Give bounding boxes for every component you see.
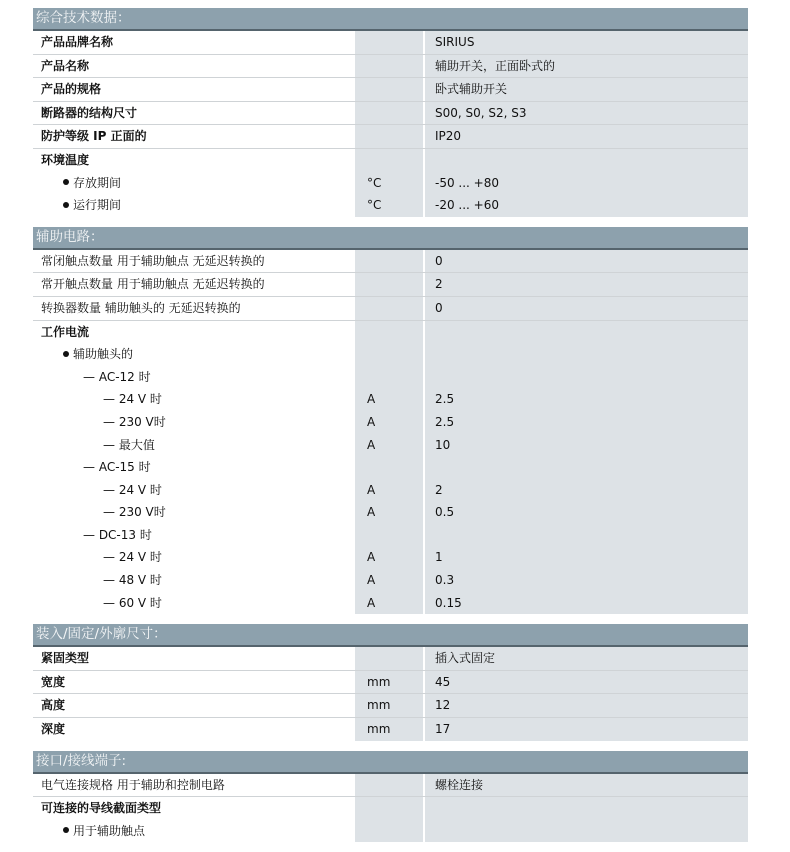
spec-label: — 24 V 时 (103, 392, 162, 407)
spec-value: -20 ... +60 (425, 194, 748, 217)
spec-unit (355, 797, 425, 820)
spec-label-cell (33, 434, 355, 457)
spec-label: 环境温度 (41, 152, 90, 167)
spec-value: IP20 (425, 125, 748, 148)
spec-label-cell (33, 456, 355, 479)
spec-row (33, 717, 748, 741)
spec-row (33, 148, 748, 172)
spec-value: 卧式辅助开关 (425, 78, 748, 101)
spec-section (33, 8, 748, 217)
spec-unit (355, 647, 425, 670)
spec-row (33, 124, 748, 148)
spec-row (33, 343, 748, 366)
spec-row (33, 366, 748, 389)
spec-label: 工作电流 (41, 324, 90, 339)
spec-unit: mm (355, 718, 425, 741)
spec-value (425, 456, 748, 479)
spec-value: 2 (425, 273, 748, 296)
spec-value: 0 (425, 297, 748, 320)
spec-value (425, 321, 748, 344)
spec-unit: A (355, 569, 425, 592)
spec-section (33, 624, 748, 740)
spec-section (33, 751, 748, 843)
spec-label: 防护等级 IP 正面的 (41, 129, 147, 144)
spec-label-cell (33, 102, 355, 125)
spec-row (33, 524, 748, 547)
spec-label: 可连接的导线截面类型 (41, 801, 162, 816)
spec-label-cell (33, 524, 355, 547)
spec-unit: A (355, 592, 425, 615)
spec-label: 宽度 (41, 674, 66, 689)
spec-sheet (33, 8, 748, 852)
spec-row (33, 101, 748, 125)
spec-unit: A (355, 434, 425, 457)
spec-unit (355, 31, 425, 54)
spec-unit (355, 149, 425, 172)
spec-label-cell (33, 411, 355, 434)
spec-label: — 最大值 (103, 437, 155, 452)
spec-label: 电气连接规格 用于辅助和控制电路 (41, 777, 225, 792)
spec-row (33, 54, 748, 78)
spec-value: 1 (425, 546, 748, 569)
spec-unit (355, 125, 425, 148)
spec-label: 紧固类型 (41, 651, 90, 666)
spec-label-cell (33, 718, 355, 741)
spec-unit: mm (355, 671, 425, 694)
spec-row (33, 434, 748, 457)
spec-label: — 230 V时 (103, 414, 166, 429)
spec-row (33, 194, 748, 217)
spec-row (33, 31, 748, 54)
spec-unit (355, 297, 425, 320)
spec-label: 常开触点数量 用于辅助触点 无延迟转换的 (41, 277, 265, 292)
spec-label-cell (33, 820, 355, 843)
spec-row (33, 796, 748, 820)
spec-label: 产品名称 (41, 58, 90, 73)
spec-unit (355, 250, 425, 273)
spec-label: 产品的规格 (41, 82, 102, 97)
spec-unit (355, 55, 425, 78)
spec-value: 45 (425, 671, 748, 694)
spec-unit (355, 456, 425, 479)
spec-unit (355, 273, 425, 296)
spec-value (425, 366, 748, 389)
spec-value: 辅助开关，正面卧式的 (425, 55, 748, 78)
spec-label: 高度 (41, 698, 66, 713)
spec-unit (355, 343, 425, 366)
spec-label: 运行期间 (73, 198, 122, 213)
spec-label: 产品品牌名称 (41, 35, 114, 49)
spec-label-cell (33, 194, 355, 217)
spec-unit: °C (355, 194, 425, 217)
spec-label-cell (33, 501, 355, 524)
spec-label-cell (33, 388, 355, 411)
spec-value (425, 820, 748, 843)
spec-value: 0.5 (425, 501, 748, 524)
spec-label: 用于辅助触点 (73, 823, 146, 838)
spec-row (33, 272, 748, 296)
spec-label: — AC-15 时 (83, 460, 151, 475)
spec-label-cell (33, 250, 355, 273)
spec-label: 断路器的结构尺寸 (41, 105, 138, 120)
spec-unit: A (355, 388, 425, 411)
spec-value: 插入式固定 (425, 647, 748, 670)
spec-label-cell (33, 55, 355, 78)
spec-value: 2.5 (425, 411, 748, 434)
spec-label-cell (33, 797, 355, 820)
spec-value: 17 (425, 718, 748, 741)
spec-value (425, 149, 748, 172)
spec-value (425, 797, 748, 820)
spec-row (33, 296, 748, 320)
spec-label-cell (33, 78, 355, 101)
spec-value: S00, S0, S2, S3 (425, 102, 748, 125)
spec-label-cell (33, 546, 355, 569)
spec-section (33, 227, 748, 615)
spec-row (33, 172, 748, 195)
spec-label-cell (33, 343, 355, 366)
spec-unit (355, 820, 425, 843)
section-header: 接口/接线端子: (33, 751, 748, 774)
spec-label: — AC-12 时 (83, 369, 151, 384)
spec-unit: A (355, 546, 425, 569)
spec-value: 螺栓连接 (425, 774, 748, 797)
spec-label: 存放期间 (73, 175, 122, 190)
spec-label-cell (33, 694, 355, 717)
spec-value (425, 524, 748, 547)
spec-value: 0.3 (425, 569, 748, 592)
spec-label: — 230 V时 (103, 505, 166, 520)
spec-value: 10 (425, 434, 748, 457)
spec-row (33, 546, 748, 569)
spec-unit (355, 774, 425, 797)
spec-value: 0.15 (425, 592, 748, 615)
spec-label: 常闭触点数量 用于辅助触点 无延迟转换的 (41, 253, 265, 268)
spec-label-cell (33, 774, 355, 797)
bullet-icon (63, 827, 69, 833)
spec-value: 0 (425, 250, 748, 273)
spec-label-cell (33, 297, 355, 320)
spec-row (33, 320, 748, 344)
spec-label-cell (33, 671, 355, 694)
spec-unit: °C (355, 172, 425, 195)
bullet-icon (63, 179, 69, 185)
spec-unit: A (355, 411, 425, 434)
spec-unit (355, 524, 425, 547)
spec-row (33, 592, 748, 615)
spec-label: — 48 V 时 (103, 573, 162, 588)
spec-row (33, 479, 748, 502)
spec-label-cell (33, 273, 355, 296)
spec-unit (355, 102, 425, 125)
spec-label-cell (33, 149, 355, 172)
spec-value: 2 (425, 479, 748, 502)
spec-unit (355, 366, 425, 389)
spec-value: 12 (425, 694, 748, 717)
spec-label-cell (33, 569, 355, 592)
spec-label: — 24 V 时 (103, 550, 162, 565)
spec-row (33, 820, 748, 843)
spec-label: 辅助触头的 (73, 347, 134, 362)
spec-label: — 60 V 时 (103, 595, 162, 610)
spec-value: SIRIUS (425, 31, 748, 54)
spec-unit: A (355, 479, 425, 502)
spec-label-cell (33, 321, 355, 344)
spec-row (33, 250, 748, 273)
spec-label-cell (33, 366, 355, 389)
bullet-icon (63, 351, 69, 357)
spec-label: 转换器数量 辅助触头的 无延迟转换的 (41, 300, 241, 315)
bullet-icon (63, 202, 69, 208)
spec-label: 深度 (41, 722, 66, 737)
spec-label-cell (33, 31, 355, 54)
spec-row (33, 693, 748, 717)
section-header: 装入/固定/外廓尺寸： (33, 624, 748, 647)
spec-value (425, 343, 748, 366)
spec-row (33, 501, 748, 524)
spec-row (33, 647, 748, 670)
spec-row (33, 77, 748, 101)
spec-label-cell (33, 647, 355, 670)
spec-unit (355, 78, 425, 101)
spec-unit: A (355, 501, 425, 524)
spec-value: -50 ... +80 (425, 172, 748, 195)
spec-label: — 24 V 时 (103, 482, 162, 497)
spec-unit (355, 321, 425, 344)
spec-label: — DC-13 时 (83, 527, 152, 542)
section-header: 综合技术数据： (33, 8, 748, 31)
spec-row (33, 411, 748, 434)
spec-label-cell (33, 172, 355, 195)
spec-value: 2.5 (425, 388, 748, 411)
spec-row (33, 774, 748, 797)
spec-label-cell (33, 592, 355, 615)
spec-row (33, 670, 748, 694)
section-header: 辅助电路： (33, 227, 748, 250)
spec-unit: mm (355, 694, 425, 717)
spec-label-cell (33, 125, 355, 148)
spec-row (33, 388, 748, 411)
spec-row (33, 456, 748, 479)
spec-row (33, 569, 748, 592)
spec-label-cell (33, 479, 355, 502)
